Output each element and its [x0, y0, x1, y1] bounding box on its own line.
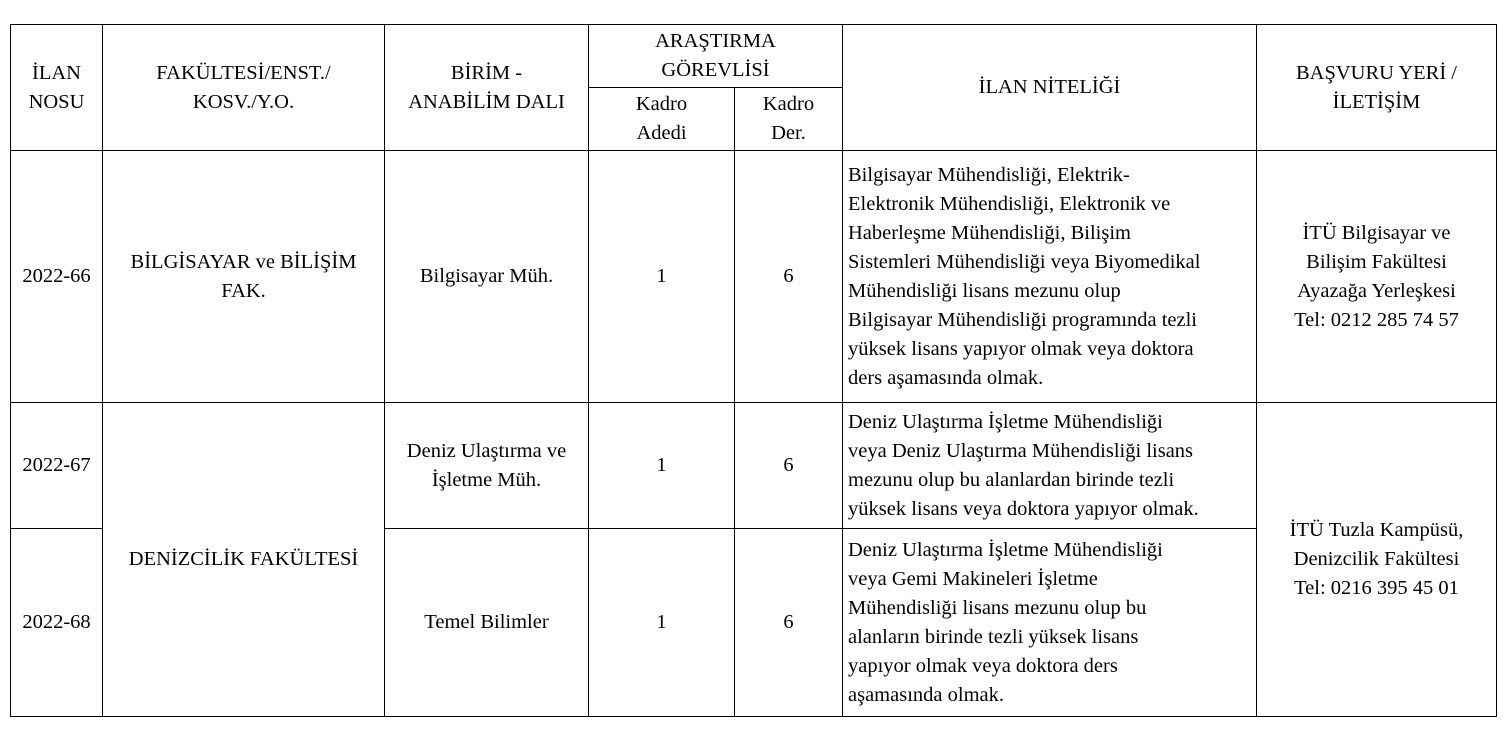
- kadro-adedi-cell: 1: [589, 151, 735, 403]
- birim-cell: Bilgisayar Müh.: [385, 151, 589, 403]
- nitelik-cell: Bilgisayar Mühendisliği, Elektrik- Elektronik Mühendisliği, Elektronik ve Haberleşme Mühendisliği, Bilişim Sistemleri Mühendisliği veya Biyomedikal Mühendisliği lisans mezunu olup Bilgisayar Mühendisliği programında tezli yüksek lisans yapıyor olmak veya doktora ders aşamasında olmak.: [843, 151, 1257, 403]
- header-kadro-adedi: Kadro Adedi: [589, 88, 735, 151]
- ilan-no-cell: 2022-66: [11, 151, 103, 403]
- header-fakulte: FAKÜLTESİ/ENST./ KOSV./Y.O.: [103, 25, 385, 151]
- header-ilan-nosu: İLAN NOSU: [11, 25, 103, 151]
- kadro-adedi-cell: 1: [589, 403, 735, 529]
- basvuru-cell: İTÜ Bilgisayar ve Bilişim Fakültesi Ayazağa Yerleşkesi Tel: 0212 285 74 57: [1257, 151, 1497, 403]
- table-row: [11, 151, 1497, 403]
- kadro-der-cell: 6: [735, 403, 843, 529]
- header-arastirma-gorevlisi: ARAŞTIRMA GÖREVLİSİ: [589, 25, 843, 88]
- ilan-no-cell: 2022-67: [11, 403, 103, 529]
- fakulte-cell: BİLGİSAYAR ve BİLİŞİM FAK.: [103, 151, 385, 403]
- header-ilan-niteligi: İLAN NİTELİĞİ: [843, 25, 1257, 151]
- nitelik-cell: Deniz Ulaştırma İşletme Mühendisliği veya Gemi Makineleri İşletme Mühendisliği lisans mezunu olup bu alanların birinde tezli yüksek lisans yapıyor olmak veya doktora ders aşamasında olmak.: [843, 529, 1257, 717]
- kadro-der-cell: 6: [735, 529, 843, 717]
- birim-cell: Temel Bilimler: [385, 529, 589, 717]
- kadro-der-cell: 6: [735, 151, 843, 403]
- table-row: [11, 403, 1497, 529]
- birim-cell: Deniz Ulaştırma ve İşletme Müh.: [385, 403, 589, 529]
- job-posting-table: [10, 24, 1497, 717]
- kadro-adedi-cell: 1: [589, 529, 735, 717]
- header-basvuru: BAŞVURU YERİ / İLETİŞİM: [1257, 25, 1497, 151]
- basvuru-cell: İTÜ Tuzla Kampüsü, Denizcilik Fakültesi Tel: 0216 395 45 01: [1257, 403, 1497, 717]
- header-kadro-der: Kadro Der.: [735, 88, 843, 151]
- nitelik-cell: Deniz Ulaştırma İşletme Mühendisliği veya Deniz Ulaştırma Mühendisliği lisans mezunu olup bu alanlardan birinde tezli yüksek lisans veya doktora yapıyor olmak.: [843, 403, 1257, 529]
- fakulte-cell: DENİZCİLİK FAKÜLTESİ: [103, 403, 385, 717]
- header-row: [11, 25, 1497, 88]
- ilan-no-cell: 2022-68: [11, 529, 103, 717]
- header-birim: BİRİM - ANABİLİM DALI: [385, 25, 589, 151]
